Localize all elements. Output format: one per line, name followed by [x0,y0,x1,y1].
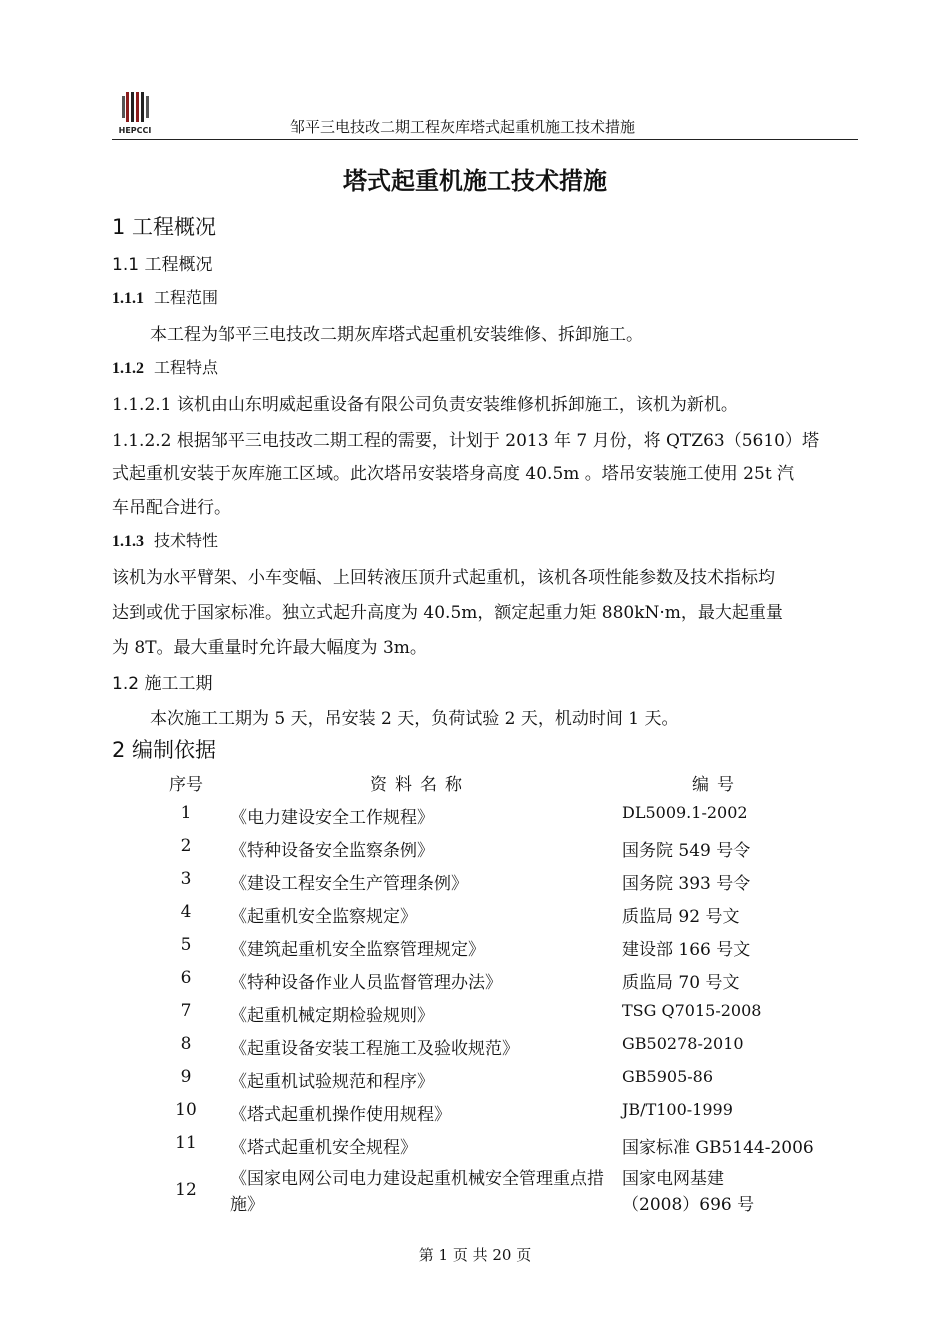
row-name: 《起重机试验规范和程序》 [230,1072,434,1092]
table-row [150,1001,850,1034]
row-code: JB/T100-1999 [622,1100,733,1119]
row-name: 《特种设备安全监察条例》 [230,841,434,861]
row-code: 质监局 70 号文 [622,973,740,993]
row-no: 10 [175,1100,197,1120]
paragraph-spec-line3: 为 8T。最大重量时允许最大幅度为 3m。 [112,638,427,658]
section-heading-1-1-1 [112,285,218,308]
paragraph-spec-line2: 达到或优于国家标准。独立式起升高度为 40.5m，额定起重力矩 880kN·m，最大起重量 [112,603,783,623]
row-no: 11 [175,1133,197,1153]
table-row [150,935,850,968]
row-name: 《电力建设安全工作规程》 [230,808,434,828]
row-code: TSG Q7015-2008 [622,1001,762,1020]
row-name: 《塔式起重机操作使用规程》 [230,1105,451,1125]
row-name: 《建筑起重机安全监察管理规定》 [230,940,485,960]
svg-text:HEPCCI: HEPCCI [118,126,152,135]
header-no: 序号 [169,775,203,795]
row-name: 《起重机械定期检验规则》 [230,1006,434,1026]
row-no: 6 [180,968,192,988]
header-divider [112,139,858,140]
reference-table [150,770,850,1222]
row-code: 国务院 393 号令 [622,874,751,894]
row-name: 《国家电网公司电力建设起重机械安全管理重点措施》 [230,1169,604,1215]
paragraph-schedule: 本次施工工期为 5 天，吊安装 2 天，负荷试验 2 天，机动时间 1 天。 [150,709,679,729]
heading-number: 1.1.1 [112,290,144,307]
row-code: 国家标准 GB5144-2006 [622,1138,814,1158]
table-row [150,1034,850,1067]
running-header: 邹平三电技改二期工程灰库塔式起重机施工技术措施 [290,118,636,136]
table-row [150,1100,850,1133]
row-no: 3 [180,869,192,889]
paragraph-feature-2-line1: 1.1.2.2 根据邹平三电技改二期工程的需要，计划于 2013 年 7 月份，将 QTZ63（5610）塔 [112,431,819,451]
row-no: 8 [180,1034,192,1054]
heading-number: 1.1.3 [112,533,144,550]
row-no: 1 [180,803,192,823]
row-no: 2 [180,836,192,856]
row-code: 质监局 92 号文 [622,907,740,927]
table-row [150,1067,850,1100]
row-code: 建设部 166 号文 [622,940,751,960]
heading-text: 技术特性 [154,531,219,550]
company-logo [112,90,158,136]
row-code: DL5009.1-2002 [622,803,748,822]
row-code: 国家电网基建（2008）696 号 [622,1169,755,1215]
table-row [150,836,850,869]
header-name: 资料名称 [370,775,470,795]
row-code: GB50278-2010 [622,1034,744,1053]
row-name: 《塔式起重机安全规程》 [230,1138,417,1158]
heading-text: 工程特点 [154,358,219,377]
row-name: 《建设工程安全生产管理条例》 [230,874,468,894]
row-no: 12 [175,1180,197,1200]
section-heading-1: 1 工程概况 [112,215,217,239]
section-heading-1-1: 1.1 工程概况 [112,255,213,275]
row-name: 《起重机安全监察规定》 [230,907,417,927]
heading-number: 1.1.2 [112,360,144,377]
section-heading-1-1-3 [112,528,218,551]
section-heading-1-2: 1.2 施工工期 [112,674,213,694]
row-name: 《特种设备作业人员监督管理办法》 [230,973,502,993]
row-name: 《起重设备安装工程施工及验收规范》 [230,1039,519,1059]
heading-text: 工程范围 [154,288,219,307]
table-row [150,1133,850,1166]
section-heading-2: 2 编制依据 [112,738,217,762]
row-no: 4 [180,902,192,922]
section-heading-1-1-2 [112,355,218,378]
paragraph-scope: 本工程为邹平三电技改二期灰库塔式起重机安装维修、拆卸施工。 [150,325,643,345]
paragraph-spec-line1: 该机为水平臂架、小车变幅、上回转液压顶升式起重机，该机各项性能参数及技术指标均 [112,568,775,588]
document-title: 塔式起重机施工技术措施 [343,167,607,195]
row-no: 7 [180,1001,192,1021]
paragraph-feature-2-line2: 式起重机安装于灰库施工区域。此次塔吊安装塔身高度 40.5m 。塔吊安装施工使用 25t 汽 [112,464,795,484]
table-row [150,1166,850,1222]
table-row [150,902,850,935]
row-no: 5 [180,935,192,955]
paragraph-feature-2-line3: 车吊配合进行。 [112,498,231,518]
table-row [150,968,850,1001]
header-code: 编号 [692,775,742,795]
page-footer: 第 1 页 共 20 页 [418,1246,532,1264]
table-row [150,803,850,836]
row-code: 国务院 549 号令 [622,841,751,861]
paragraph-feature-1: 1.1.2.1 该机由山东明威起重设备有限公司负责安装维修机拆卸施工，该机为新机。 [112,395,738,415]
table-row [150,869,850,902]
table-header [150,770,850,803]
row-code: GB5905-86 [622,1067,714,1086]
row-no: 9 [180,1067,192,1087]
